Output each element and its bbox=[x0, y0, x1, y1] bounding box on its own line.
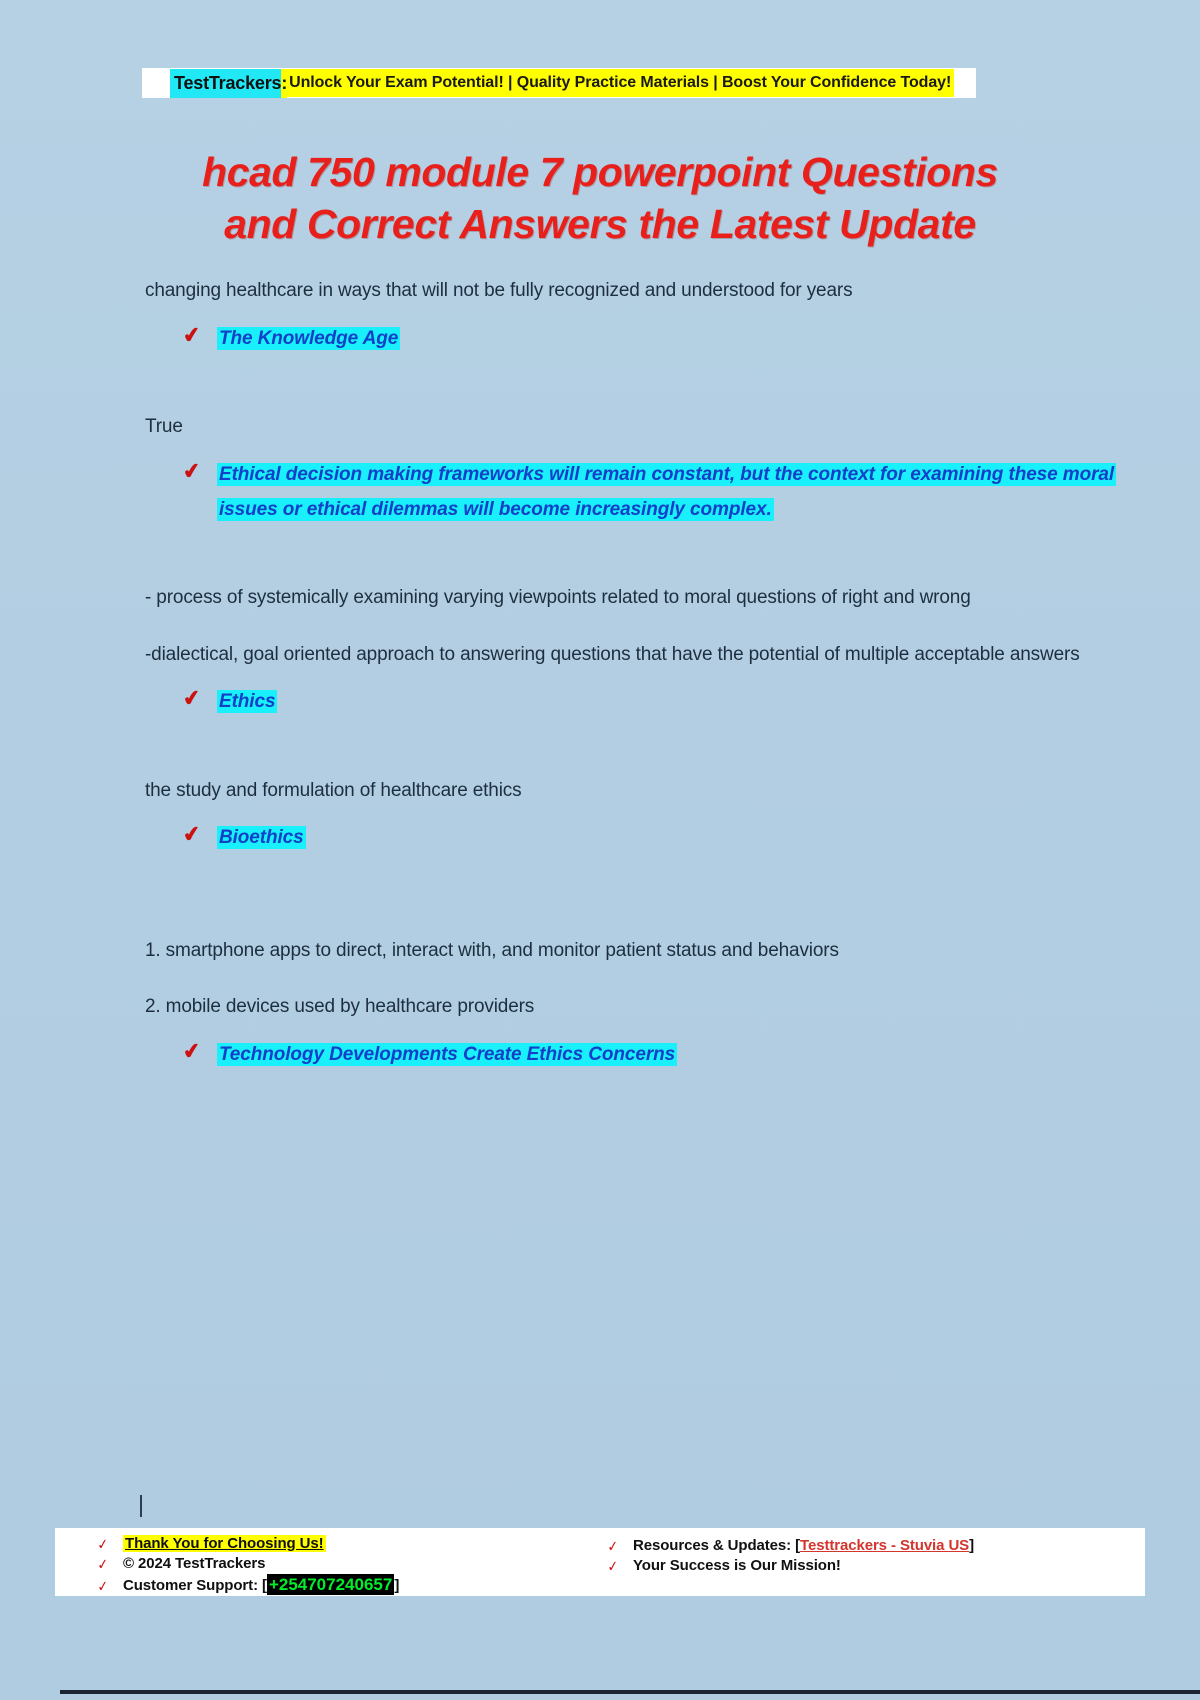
footer-thanks bbox=[123, 1534, 326, 1554]
question-prompt-3-line-1: - process of systemically examining varying viewpoints related to moral questions of right and wrong bbox=[145, 586, 971, 608]
footer-right-column bbox=[575, 1534, 1145, 1590]
answer-row-2 bbox=[145, 457, 1155, 527]
answer-text-3 bbox=[217, 684, 277, 719]
promo-banner bbox=[142, 68, 976, 98]
answer-row-4 bbox=[145, 820, 1155, 855]
check-icon: ✓ bbox=[95, 1555, 110, 1573]
spacer bbox=[145, 527, 1155, 583]
footer-bar bbox=[55, 1528, 1145, 1596]
footer-resources-link[interactable]: Testtrackers - Stuvia US bbox=[800, 1537, 970, 1554]
answer-text-4 bbox=[217, 820, 306, 855]
document-body bbox=[145, 276, 1155, 1072]
text-caret bbox=[140, 1495, 142, 1517]
check-icon: ✓ bbox=[605, 1557, 620, 1575]
footer-support-label: Customer Support: [ bbox=[123, 1576, 267, 1594]
footer-row bbox=[97, 1554, 575, 1574]
footer-left-column bbox=[55, 1534, 575, 1595]
check-icon: ✔ bbox=[181, 458, 203, 484]
question-prompt-1: changing healthcare in ways that will not be fully recognized and understood for years bbox=[145, 280, 853, 301]
check-icon: ✔ bbox=[181, 822, 203, 848]
check-icon: ✔ bbox=[181, 686, 203, 712]
spacer bbox=[145, 356, 1155, 412]
bottom-divider bbox=[60, 1690, 1200, 1694]
answer-highlight-4: Bioethics bbox=[219, 827, 304, 849]
banner-colon: : bbox=[281, 69, 287, 98]
footer-row bbox=[607, 1536, 1145, 1556]
banner-right-spacer bbox=[954, 68, 976, 98]
page-title bbox=[0, 146, 1200, 251]
spacer bbox=[145, 720, 1155, 776]
question-prompt-4: the study and formulation of healthcare ethics bbox=[145, 779, 522, 801]
page-title-line-2: and Correct Answers the Latest Update bbox=[224, 201, 976, 248]
answer-text-5 bbox=[217, 1037, 677, 1072]
check-icon: ✔ bbox=[181, 322, 203, 349]
answer-row-3 bbox=[145, 684, 1155, 719]
question-prompt-5-line-2: 2. mobile devices used by healthcare providers bbox=[145, 996, 535, 1018]
footer-row bbox=[97, 1574, 575, 1596]
question-prompt-3-line-2: -dialectical, goal oriented approach to answering questions that have the potential of multiple acceptable answers bbox=[145, 643, 1080, 665]
footer-mission: Your Success is Our Mission! bbox=[633, 1556, 841, 1574]
spacer bbox=[145, 856, 1155, 936]
answer-text-1 bbox=[217, 321, 400, 356]
footer-resources-suffix: ] bbox=[969, 1537, 974, 1554]
footer-resources bbox=[633, 1536, 974, 1556]
answer-text-2 bbox=[217, 457, 1155, 527]
footer-row bbox=[607, 1556, 1145, 1576]
check-icon: ✓ bbox=[95, 1576, 110, 1595]
footer-support-suffix: ] bbox=[394, 1576, 400, 1594]
page-title-line-1: hcad 750 module 7 powerpoint Questions bbox=[202, 149, 998, 195]
footer-phone-number[interactable]: +254707240657 bbox=[268, 1574, 393, 1594]
check-icon: ✓ bbox=[95, 1535, 110, 1553]
footer-row bbox=[97, 1534, 575, 1554]
check-icon: ✔ bbox=[181, 1039, 203, 1065]
footer-thanks-text: Thank You for Choosing Us! bbox=[125, 1535, 324, 1552]
footer-copyright: © 2024 TestTrackers bbox=[123, 1554, 266, 1572]
footer-resources-label: Resources & Updates: [ bbox=[633, 1537, 801, 1554]
answer-highlight-3: Ethics bbox=[219, 691, 276, 713]
check-icon: ✓ bbox=[605, 1537, 620, 1555]
banner-left-spacer bbox=[142, 68, 170, 98]
answer-highlight-2: Ethical decision making frameworks will remain constant, but the context for examining these moral issues or ethical dilemmas will become increasingly complex. bbox=[219, 463, 1115, 520]
banner-tagline: Unlock Your Exam Potential! | Quality Practice Materials | Boost Your Confidence Today! bbox=[287, 69, 954, 97]
question-prompt-2: True bbox=[145, 415, 183, 437]
answer-highlight-1: The Knowledge Age bbox=[219, 327, 399, 349]
question-prompt-5-line-1: 1. smartphone apps to direct, interact with, and monitor patient status and behaviors bbox=[145, 939, 839, 961]
answer-row-5 bbox=[145, 1037, 1155, 1072]
answer-highlight-5: Technology Developments Create Ethics Concerns bbox=[219, 1044, 676, 1066]
banner-brand: TestTrackers bbox=[170, 69, 281, 98]
footer-support bbox=[123, 1574, 399, 1596]
answer-row-1 bbox=[145, 321, 1155, 356]
